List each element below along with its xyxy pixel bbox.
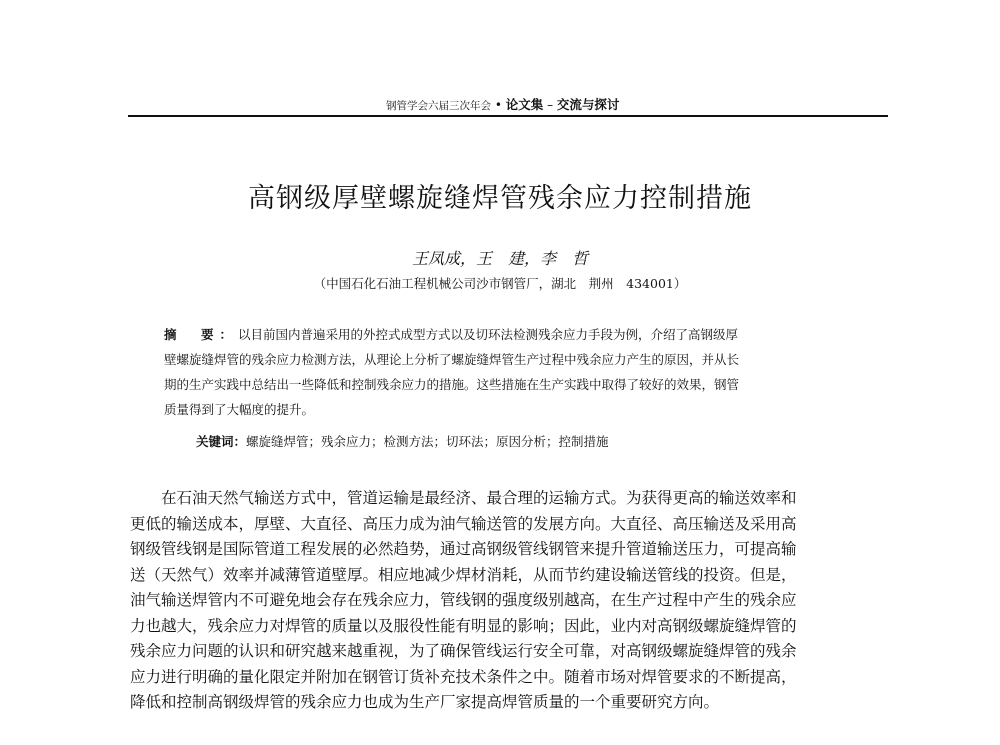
abstract-text: 以目前国内普遍采用的外控式成型方式以及切环法检测残余应力手段为例，介绍了高钢级厚 xyxy=(238,327,739,342)
paper-title: 高钢级厚壁螺旋缝焊管残余应力控制措施 xyxy=(248,183,752,214)
body-line: 在石油天然气输送方式中，管道运输是最经济、最合理的运输方式。为获得更高的输送效率和 xyxy=(161,489,797,507)
header-proceedings: 论文集 xyxy=(505,97,544,112)
affiliation: （中国石化石油工程机械公司沙市钢管厂，湖北 荆州 434001） xyxy=(313,276,687,291)
body-line: 残余应力问题的认识和研究越来越重视，为了确保管线运行安全可靠，对高钢级螺旋缝焊管的残余 xyxy=(130,642,797,660)
body-line: 送（天然气）效率并减薄管道壁厚。相应地减少焊材消耗，从而节约建设输送管线的投资。但是， xyxy=(130,565,797,584)
abstract-line xyxy=(164,322,852,347)
body-line: 油气输送焊管内不可避免地会存在残余应力，管线钢的强度级别越高，在生产过程中产生的残余应 xyxy=(130,591,797,609)
keywords-text: 螺旋缝焊管；残余应力；检测方法；切环法；原因分析；控制措施 xyxy=(246,434,609,449)
keywords xyxy=(196,432,609,452)
body-line: 钢级管线钢是国际管道工程发展的必然趋势，通过高钢级管线钢管来提升管道输送压力，可提高输 xyxy=(130,540,797,558)
abstract-line: 期的生产实践中总结出一些降低和控制残余应力的措施。这些措施在生产实践中取得了较好的效果，钢管 xyxy=(164,377,740,392)
body-paragraph xyxy=(130,486,890,716)
body-line: 力也越大，残余应力对焊管的质量以及服役性能有明显的影响；因此，业内对高钢级螺旋缝焊管的 xyxy=(130,616,797,635)
body-line: 更低的输送成本，厚壁、大直径、高压力成为油气输送管的发展方向。大直径、高压输送及采用高 xyxy=(130,514,797,533)
abstract-label: 摘 要： xyxy=(164,327,239,342)
running-header xyxy=(386,97,619,114)
header-rule xyxy=(128,115,888,117)
body-line: 降低和控制高钢级焊管的残余应力也成为生产厂家提高焊管质量的一个重要研究方向。 xyxy=(130,693,720,711)
header-section: 交流与探讨 xyxy=(556,97,620,112)
body-line: 应力进行明确的量化限定并附加在钢管订货补充技术条件之中。随着市场对焊管要求的不断提高， xyxy=(130,667,797,686)
authors: 王凤成，王 建，李 哲 xyxy=(411,249,588,268)
header-meeting: 钢管学会六届三次年会 xyxy=(386,100,491,112)
abstract-line: 质量得到了大幅度的提升。 xyxy=(164,402,315,417)
header-dot: • xyxy=(494,98,502,112)
header-dash: – xyxy=(547,98,554,112)
keywords-label: 关键词： xyxy=(196,434,247,449)
abstract-line: 壁螺旋缝焊管的残余应力检测方法，从理论上分析了螺旋缝焊管生产过程中残余应力产生的原因，并从长 xyxy=(164,352,740,367)
abstract xyxy=(164,322,852,422)
